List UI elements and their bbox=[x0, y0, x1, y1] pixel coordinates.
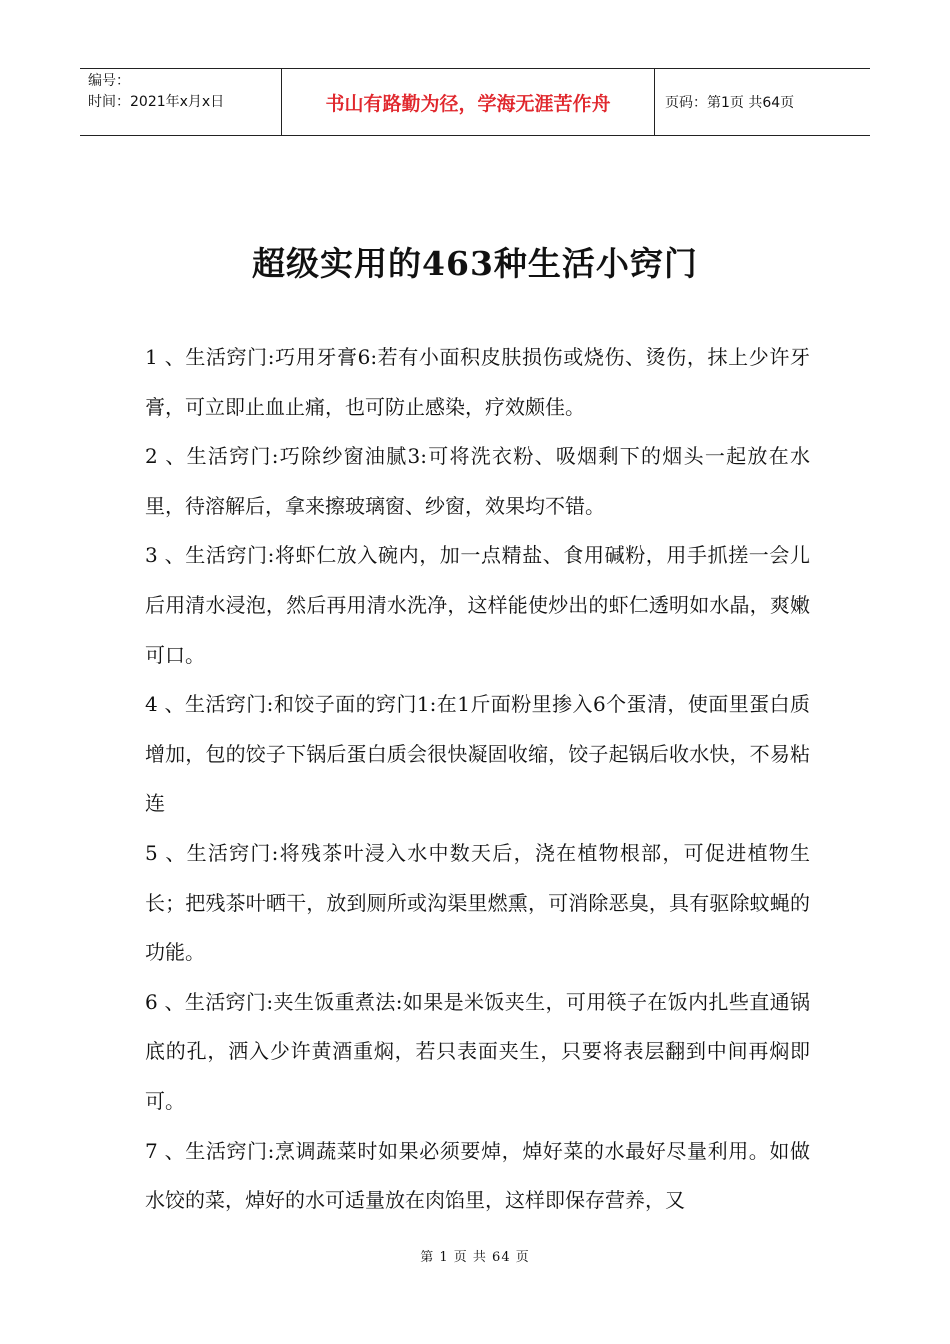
header-number-label: 编号： bbox=[88, 73, 130, 89]
page-header bbox=[80, 68, 870, 136]
header-page-info: 页码：第1页 共64页 bbox=[665, 95, 795, 111]
paragraph-6: 6 、生活窍门:夹生饭重煮法:如果是米饭夹生，可用筷子在饭内扎些直通锅底的孔，洒入少许黄酒重焖，若只表面夹生，只要将表层翻到中间再焖即可。 bbox=[145, 989, 810, 1113]
header-motto: 书山有路勤为径，学海无涯苦作舟 bbox=[325, 92, 611, 115]
paragraph-7: 7 、生活窍门:烹调蔬菜时如果必须要焯，焯好菜的水最好尽量利用。如做水饺的菜，焯好的水可适量放在肉馅里，这样即保存营养，又 bbox=[145, 1138, 810, 1213]
paragraph-4: 4 、生活窍门:和饺子面的窍门1:在1斤面粉里掺入6个蛋清，使面里蛋白质增加，包的饺子下锅后蛋白质会很快凝固收缩，饺子起锅后收水快，不易粘连 bbox=[145, 692, 810, 816]
paragraph-3: 3 、生活窍门:将虾仁放入碗内，加一点精盐、食用碱粉，用手抓搓一会儿后用清水浸泡，然后再用清水洗净，这样能使炒出的虾仁透明如水晶，爽嫩可口。 bbox=[145, 543, 810, 667]
header-page-cell bbox=[655, 69, 870, 135]
document-body bbox=[145, 333, 810, 1226]
page-footer: 第 1 页 共 64 页 bbox=[420, 1250, 530, 1265]
paragraph-1: 1 、生活窍门:巧用牙膏6:若有小面积皮肤损伤或烧伤、烫伤，抹上少许牙膏，可立即止血止痛，也可防止感染，疗效颇佳。 bbox=[145, 345, 810, 419]
header-time-label: 时间：2021年x月x日 bbox=[88, 94, 225, 110]
paragraph-5: 5 、生活窍门:将残茶叶浸入水中数天后，浇在植物根部，可促进植物生长；把残茶叶晒干，放到厕所或沟渠里燃熏，可消除恶臭，具有驱除蚊蝇的功能。 bbox=[145, 840, 810, 965]
document-title: 超级实用的463种生活小窍门 bbox=[252, 244, 698, 283]
header-motto-cell bbox=[282, 69, 655, 135]
paragraph-2: 2 、生活窍门:巧除纱窗油腻3:可将洗衣粉、吸烟剩下的烟头一起放在水里，待溶解后，拿来擦玻璃窗、纱窗，效果均不错。 bbox=[145, 444, 810, 518]
header-meta-cell bbox=[80, 69, 282, 135]
